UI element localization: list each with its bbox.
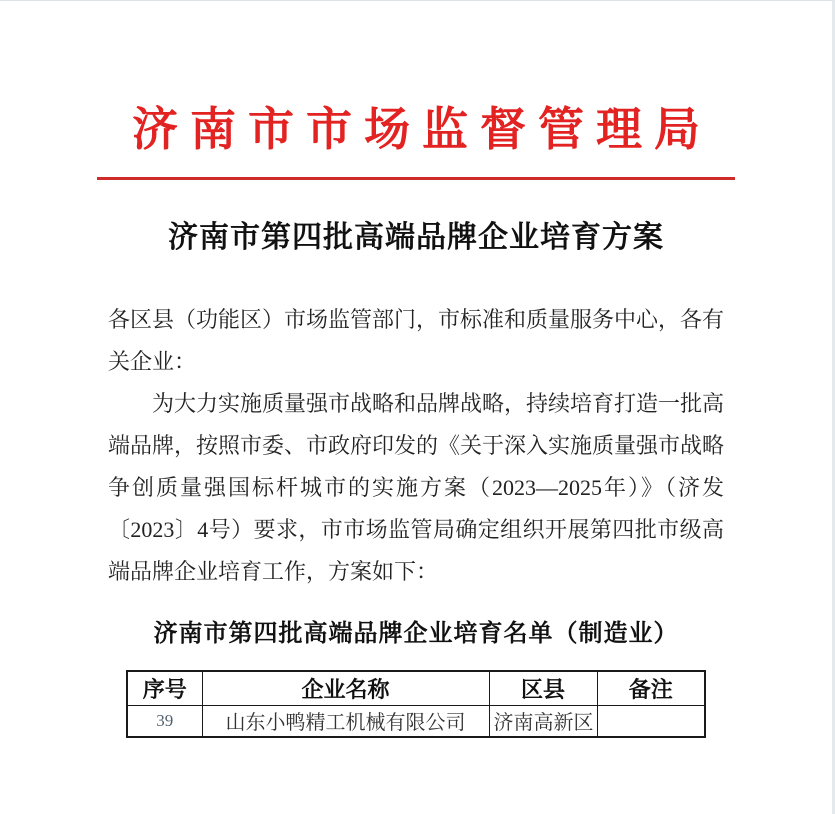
- body-paragraph: 为大力实施质量强市战略和品牌战略，持续培育打造一批高端品牌，按照市委、市政府印发的《关于深入实施质量强市战略争创质量强国标杆城市的实施方案（2023—2025年）》（济发〔2023〕4号）要求，市市场监管局确定组织开展第四批市级高端品牌企业培育工作，方案如下：: [108, 390, 725, 584]
- column-header-company: 企业名称: [202, 671, 489, 706]
- cell-company: 山东小鸭精工机械有限公司: [202, 705, 489, 737]
- agency-masthead-title: 济南市市场监督管理局: [132, 104, 712, 155]
- column-header-district: 区县: [489, 671, 597, 706]
- cultivation-roster-table: [126, 670, 706, 738]
- list-section-title: 济南市第四批高端品牌企业培育名单（制造业）: [153, 620, 679, 647]
- document-body: [108, 299, 724, 593]
- table-row: [127, 705, 705, 737]
- cell-index: 39: [127, 705, 202, 737]
- cell-remark: [597, 705, 705, 737]
- column-header-remark: 备注: [597, 671, 705, 706]
- column-header-index: 序号: [127, 671, 202, 706]
- table-header-row: [127, 671, 705, 706]
- salutation-line: 各区县（功能区）市场监管部门，市标准和质量服务中心，各有关企业：: [108, 306, 725, 374]
- red-divider-line: [97, 177, 735, 180]
- document-title: 济南市第四批高端品牌企业培育方案: [168, 220, 664, 254]
- cell-district: 济南高新区: [489, 705, 597, 737]
